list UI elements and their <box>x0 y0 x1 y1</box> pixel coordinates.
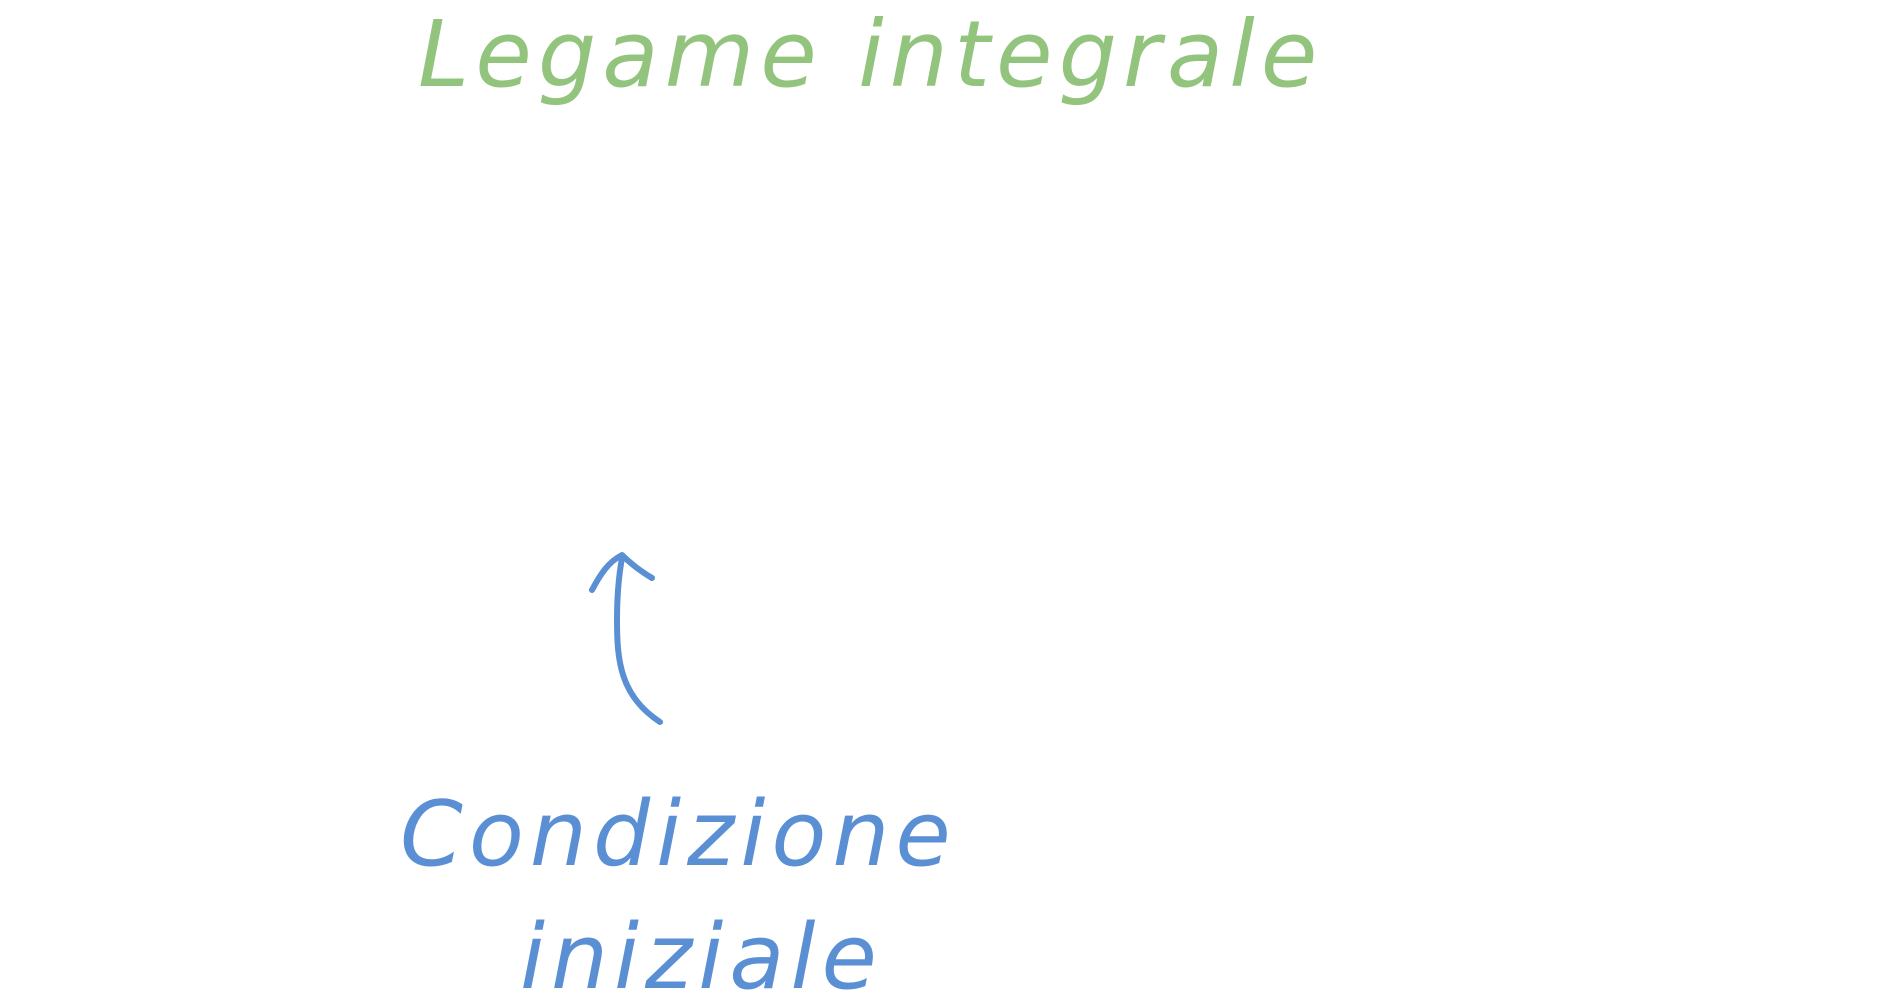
title-label: Legame integrale <box>418 1 1324 108</box>
caption-line-2: iniziale <box>520 905 883 999</box>
arrow-head <box>592 555 652 590</box>
caption-line-1: Condizione <box>400 782 957 887</box>
arrow-shaft <box>617 558 660 722</box>
